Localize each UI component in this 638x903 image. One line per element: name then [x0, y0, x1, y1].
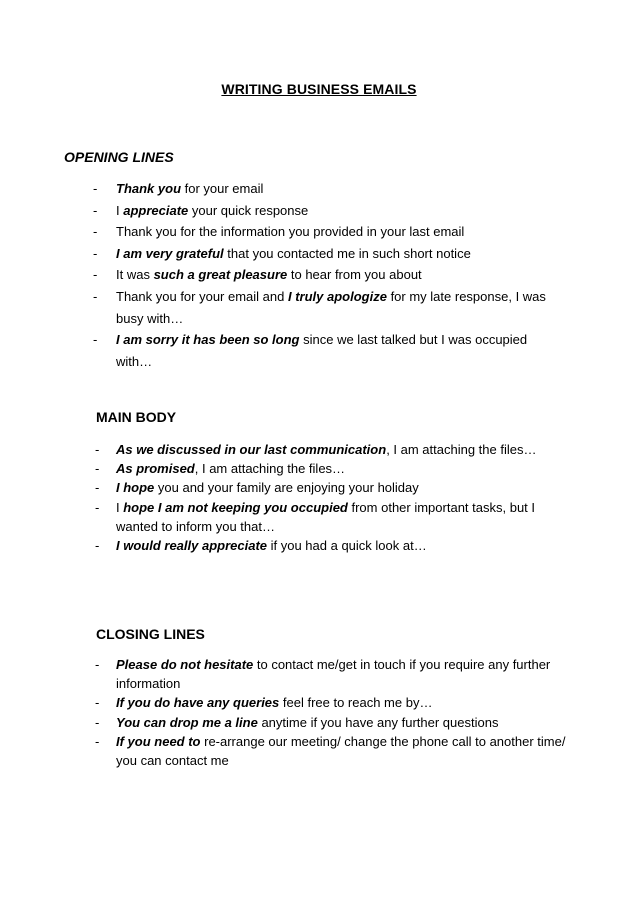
item-emphasis: As promised: [116, 461, 195, 477]
list-item: [0, 478, 566, 497]
item-emphasis: As we discussed in our last communication: [116, 442, 387, 457]
item-text-after: since we last talked but I was occupied with…: [116, 332, 528, 369]
item-text-after: to contact me/get in touch if you require any further information: [116, 657, 551, 692]
list-item: [0, 286, 556, 329]
closing-lines-heading: CLOSING LINES: [96, 626, 205, 642]
bullet-dash: -: [93, 224, 98, 240]
item-text-before: Thank you for your email and: [116, 288, 288, 304]
bullet-dash: -: [93, 202, 98, 218]
list-item: [0, 459, 566, 478]
item-emphasis: If you do have any queries: [116, 695, 280, 711]
list-item: [0, 655, 566, 693]
opening-lines-list: [0, 178, 556, 372]
item-text-before: It was: [116, 267, 154, 283]
bullet-dash: -: [95, 733, 100, 749]
item-text-after: to hear from you about: [287, 267, 422, 283]
list-item: [0, 713, 566, 732]
item-emphasis: Thank you: [116, 181, 182, 196]
item-text-after: for your email: [181, 181, 264, 196]
item-emphasis: If you need to: [116, 733, 201, 749]
item-text-after: Thank you for the information you provided in your last email: [116, 224, 465, 240]
item-text-after: feel free to reach me by…: [279, 695, 433, 711]
bullet-dash: -: [95, 538, 100, 554]
item-emphasis: Please do not hesitate: [116, 657, 254, 672]
closing-lines-list: [0, 655, 566, 770]
list-item: [0, 178, 556, 200]
item-emphasis: appreciate: [123, 202, 189, 218]
list-item: [0, 732, 566, 770]
item-text-after: for my late response, I was busy with…: [116, 288, 546, 326]
list-item: [0, 440, 566, 459]
bullet-dash: -: [95, 714, 100, 730]
bullet-dash: -: [93, 332, 98, 348]
bullet-dash: -: [93, 181, 98, 196]
item-emphasis: hope I am not keeping you occupied: [123, 499, 348, 515]
bullet-dash: -: [93, 267, 98, 283]
list-item: [0, 221, 556, 243]
main-body-list: [0, 440, 566, 555]
item-text-after: from other important tasks, but I wanted to inform you that…: [116, 499, 536, 534]
bullet-dash: -: [95, 461, 100, 477]
list-item: [0, 329, 556, 372]
item-emphasis: I am very grateful: [116, 245, 224, 261]
item-text-after: re-arrange our meeting/ change the phone call to another time/ you can contact me: [116, 733, 566, 769]
bullet-dash: -: [93, 288, 98, 304]
item-text-after: you and your family are enjoying your holiday: [154, 480, 419, 496]
item-emphasis: You can drop me a line: [116, 714, 258, 730]
list-item: [0, 498, 566, 536]
item-text-after: that you contacted me in such short notice: [223, 245, 471, 261]
item-text-after: , I am attaching the files…: [194, 461, 346, 477]
bullet-dash: -: [95, 499, 100, 515]
bullet-dash: -: [93, 245, 98, 261]
opening-lines-heading: OPENING LINES: [64, 149, 174, 165]
item-text-after: if you had a quick look at…: [267, 538, 427, 554]
item-text-after: your quick response: [188, 202, 309, 218]
item-emphasis: such a great pleasure: [153, 267, 288, 283]
item-text-before: I: [116, 202, 124, 218]
list-item: [0, 264, 556, 286]
list-item: [0, 536, 566, 555]
bullet-dash: -: [95, 695, 100, 711]
item-text-after: , I am attaching the files…: [386, 442, 537, 457]
list-item: [0, 243, 556, 265]
bullet-dash: -: [95, 480, 100, 496]
item-text-after: anytime if you have any further questions: [257, 714, 499, 730]
main-body-heading: MAIN BODY: [96, 409, 177, 425]
item-emphasis: I am sorry it has been so long: [116, 332, 300, 348]
item-emphasis: I hope: [116, 480, 155, 496]
bullet-dash: -: [95, 442, 100, 457]
list-item: [0, 693, 566, 712]
item-text-before: I: [116, 499, 124, 515]
bullet-dash: -: [95, 657, 100, 672]
item-emphasis: I would really appreciate: [116, 538, 267, 554]
item-emphasis: I truly apologize: [287, 288, 387, 304]
document-title: WRITING BUSINESS EMAILS: [221, 81, 417, 97]
list-item: [0, 200, 556, 222]
